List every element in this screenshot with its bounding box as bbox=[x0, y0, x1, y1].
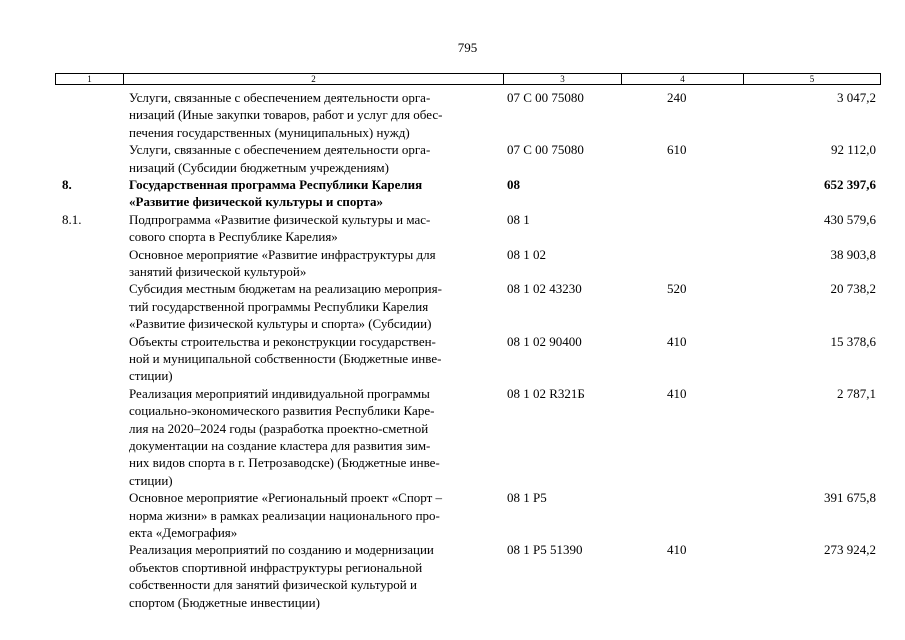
description-line: стиции) bbox=[129, 368, 173, 384]
description-line: тий государственной программы Республики Карелия bbox=[129, 298, 429, 314]
column-header-table bbox=[55, 73, 881, 85]
description-line: норма жизни» в рамках реализации национального про- bbox=[129, 507, 440, 523]
row-description bbox=[129, 141, 489, 176]
amount: 391 675,8 bbox=[824, 490, 876, 506]
description-line: лия на 2020–2024 годы (разработка проектно-сметной bbox=[129, 420, 429, 436]
description-line: Реализация мероприятий индивидуальной программы bbox=[129, 385, 430, 401]
target-article-code: 08 bbox=[507, 176, 520, 192]
amount: 92 112,0 bbox=[830, 142, 876, 158]
page-number: 795 bbox=[457, 40, 478, 55]
row-description bbox=[129, 211, 489, 246]
row-description bbox=[129, 385, 489, 489]
description-line: екта «Демография» bbox=[129, 524, 238, 540]
row-number: 8. bbox=[62, 176, 72, 192]
row-description bbox=[129, 176, 489, 211]
table-row bbox=[0, 333, 905, 385]
amount: 38 903,8 bbox=[830, 246, 876, 262]
amount: 3 047,2 bbox=[837, 90, 876, 105]
row-number: 8.1. bbox=[62, 211, 82, 227]
description-line: занятий физической культурой» bbox=[129, 263, 307, 279]
amount: 430 579,6 bbox=[824, 211, 876, 227]
description-line: ной и муниципальной собственности (Бюджетные инве- bbox=[129, 350, 442, 366]
column-header-3: 3 bbox=[504, 74, 622, 85]
expense-type-code: 520 bbox=[667, 281, 687, 297]
description-line: сового спорта в Республике Карелия» bbox=[129, 229, 338, 245]
row-description bbox=[129, 489, 489, 541]
description-line: «Развитие физической культуры и спорта» (Субсидии) bbox=[129, 316, 432, 332]
target-article-code: 08 1 02 R321Б bbox=[507, 385, 585, 401]
amount: 2 787,1 bbox=[837, 385, 876, 401]
row-description bbox=[129, 333, 489, 385]
target-article-code: 08 1 02 90400 bbox=[507, 333, 582, 349]
column-header-row bbox=[56, 74, 881, 85]
column-header-4: 4 bbox=[622, 74, 744, 85]
description-line: Услуги, связанные с обеспечением деятельности орга- bbox=[129, 142, 431, 158]
target-article-code: 08 1 P5 bbox=[507, 490, 547, 506]
amount: 273 924,2 bbox=[824, 542, 876, 558]
row-description bbox=[129, 280, 489, 332]
description-line: низаций (Субсидии бюджетным учреждениям) bbox=[129, 159, 389, 175]
expense-type-code: 610 bbox=[667, 142, 687, 158]
target-article-code: 07 С 00 75080 bbox=[507, 90, 584, 105]
description-line: «Развитие физической культуры и спорта» bbox=[129, 194, 383, 210]
description-line: низаций (Иные закупки товаров, работ и услуг для обес- bbox=[129, 107, 443, 123]
expense-type-code: 410 bbox=[667, 542, 687, 558]
row-description bbox=[129, 541, 489, 611]
table-row bbox=[0, 176, 905, 211]
description-line: документации на создание кластера для развития зим- bbox=[129, 437, 431, 453]
description-line: собственности для занятий физической культурой и bbox=[129, 577, 417, 593]
target-article-code: 08 1 P5 51390 bbox=[507, 542, 583, 558]
table-row bbox=[0, 246, 905, 281]
description-line: Услуги, связанные с обеспечением деятельности орга- bbox=[129, 90, 431, 105]
amount: 652 397,6 bbox=[824, 176, 876, 192]
column-header-2: 2 bbox=[124, 74, 504, 85]
description-line: Основное мероприятие «Региональный проект «Спорт – bbox=[129, 490, 443, 506]
table-row bbox=[0, 489, 905, 541]
target-article-code: 07 С 00 75080 bbox=[507, 142, 584, 158]
table-row bbox=[0, 541, 905, 611]
description-line: Основное мероприятие «Развитие инфраструктуры для bbox=[129, 246, 436, 262]
expense-type-code: 240 bbox=[667, 90, 687, 105]
description-line: спортом (Бюджетные инвестиции) bbox=[129, 594, 320, 610]
table-row bbox=[0, 280, 905, 332]
table-row bbox=[0, 141, 905, 176]
target-article-code: 08 1 02 43230 bbox=[507, 281, 582, 297]
description-line: Субсидия местным бюджетам на реализацию мероприя- bbox=[129, 281, 442, 297]
column-header-5: 5 bbox=[744, 74, 881, 85]
description-line: них видов спорта в г. Петрозаводске) (Бюджетные инве- bbox=[129, 455, 440, 471]
column-header-1: 1 bbox=[56, 74, 124, 85]
expense-type-code: 410 bbox=[667, 385, 687, 401]
description-line: Объекты строительства и реконструкции государствен- bbox=[129, 333, 436, 349]
description-line: Подпрограмма «Развитие физической культуры и мас- bbox=[129, 211, 431, 227]
target-article-code: 08 1 02 bbox=[507, 246, 546, 262]
budget-rows bbox=[0, 89, 905, 611]
table-row bbox=[0, 385, 905, 489]
table-row bbox=[0, 89, 905, 141]
target-article-code: 08 1 bbox=[507, 211, 530, 227]
description-line: стиции) bbox=[129, 472, 173, 488]
amount: 20 738,2 bbox=[830, 281, 876, 297]
expense-type-code: 410 bbox=[667, 333, 687, 349]
amount: 15 378,6 bbox=[830, 333, 876, 349]
description-line: Реализация мероприятий по созданию и модернизации bbox=[129, 542, 434, 558]
row-description bbox=[129, 246, 489, 281]
table-row bbox=[0, 211, 905, 246]
description-line: Государственная программа Республики Карелия bbox=[129, 176, 423, 192]
description-line: объектов спортивной инфраструктуры региональной bbox=[129, 559, 423, 575]
description-line: печения государственных (муниципальных) нужд) bbox=[129, 124, 410, 140]
description-line: социально-экономического развития Республики Каре- bbox=[129, 403, 435, 419]
row-description bbox=[129, 89, 489, 141]
